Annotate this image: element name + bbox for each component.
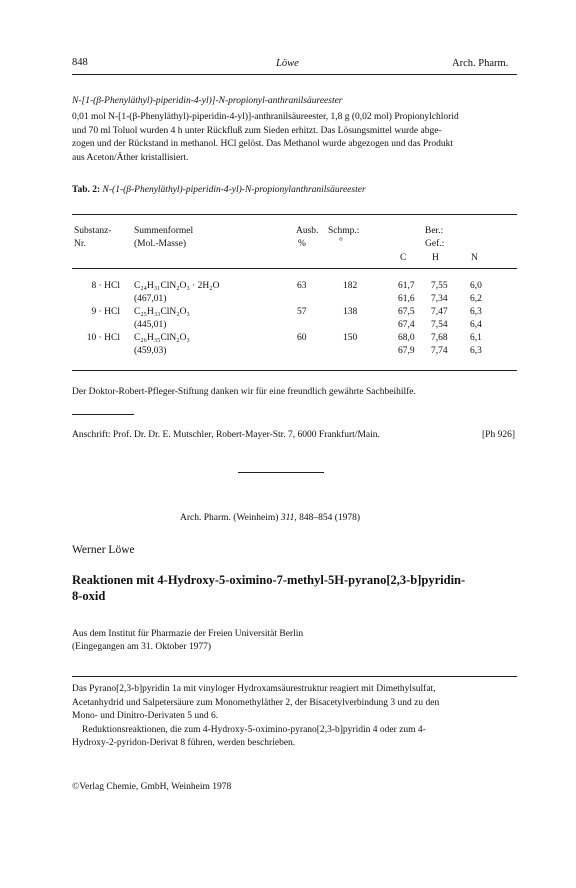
table-row-mass: (445,01)	[134, 320, 167, 330]
table-row-ber-c: 67,5	[398, 307, 415, 317]
body-line: und 70 ml Toluol wurden 4 h unter Rückfluß zum Sieden erhitzt. Das Lösungsmittel wurde abge-	[72, 125, 442, 136]
address-ref: [Ph 926]	[482, 430, 515, 440]
body-line: aus Aceton/Äther kristallisiert.	[72, 152, 189, 163]
table-row-gef-c: 67,9	[398, 346, 415, 356]
abstract-line: Reduktionsreaktionen, die zum 4-Hydroxy-5-oximino-pyrano[2,3-b]pyridin 4 oder zum 4-	[82, 724, 426, 735]
citation-suffix: , 848–854 (1978)	[294, 513, 361, 523]
header-rule	[72, 74, 517, 75]
abstract-line: Hydroxy-2-pyridon-Derivat 8 führen, werden beschrieben.	[72, 738, 296, 748]
table-row-schmp: 182	[343, 281, 358, 291]
table-row-ber-n: 6,1	[470, 333, 482, 343]
table-row-gef-n: 6,4	[470, 320, 482, 330]
article-title-line: Reaktionen mit 4-Hydroxy-5-oximino-7-methyl-5H-pyrano[2,3-b]pyridin-	[72, 573, 466, 587]
table-caption	[72, 184, 366, 198]
table-caption-label: Tab. 2:	[72, 185, 101, 195]
table-row-nr: 10 · HCl	[86, 333, 120, 343]
header-molmasse: (Mol.-Masse)	[134, 239, 186, 249]
table-caption-text: N-(1-(β-Phenyläthyl)-piperidin-4-yl)-N-propionylanthranilsäureester	[102, 185, 366, 195]
table-row-formula: C₂₅H₃₃ClN₂O₃	[134, 307, 190, 317]
table-bottom-rule	[72, 370, 517, 371]
table-row-formula: C₂₄H₃₁ClN₂O₃ · 2H₂O	[134, 281, 220, 291]
table-row-ausb: 57	[297, 307, 307, 317]
table-row-nr: 9 · HCl	[91, 307, 120, 317]
section-body	[72, 111, 522, 165]
section-heading: N-[1-(β-Phenyläthyl)-piperidin-4-yl)]-N-propionyl-anthranilsäureester	[72, 96, 343, 106]
article-title	[72, 572, 465, 604]
citation-volume: 311	[280, 513, 295, 523]
article-citation	[180, 512, 360, 526]
table-row-schmp: 138	[343, 307, 358, 317]
copyright: ©Verlag Chemie, GmbH, Weinheim 1978	[72, 782, 232, 792]
table-row-ber-n: 6,3	[470, 307, 482, 317]
table-row-gef-n: 6,2	[470, 294, 482, 304]
abstract	[72, 683, 522, 751]
table-row-gef-h: 7,74	[431, 346, 448, 356]
abstract-line: Acetanhydrid und Salpetersäure zum Monomethyläther 2, der Bisacetylverbindung 3 und zu den	[72, 697, 440, 708]
address: Anschrift: Prof. Dr. Dr. E. Mutschler, Robert-Mayer-Str. 7, 6000 Frankfurt/Main.	[72, 430, 380, 440]
header-n: N	[471, 253, 478, 263]
header-degree: °	[339, 237, 343, 247]
short-rule	[72, 414, 134, 415]
table-header-rule	[72, 268, 517, 269]
table-row-schmp: 150	[343, 333, 358, 343]
header-c: C	[400, 253, 407, 263]
table-row-mass: (459,03)	[134, 346, 167, 356]
institute: Aus dem Institut für Pharmazie der Freien Universität Berlin	[72, 629, 304, 639]
abstract-line: Mono- und Dinitro-Derivaten 5 und 6.	[72, 711, 219, 721]
header-nr: Nr.	[74, 239, 86, 249]
table-row-ber-h: 7,55	[431, 281, 448, 291]
body-line: zogen und der Rückstand in methanol. HCl gelöst. Das Methanol wurde abgezogen und das Produkt	[72, 139, 453, 149]
table-top-rule	[72, 214, 517, 215]
article-title-line: 8-oxid	[72, 589, 106, 603]
table-row-ber-c: 68,0	[398, 333, 415, 343]
header-percent: %	[298, 239, 306, 249]
article-author: Werner Löwe	[72, 544, 135, 556]
citation-prefix: Arch. Pharm. (Weinheim)	[180, 513, 281, 523]
table-row-ausb: 63	[297, 281, 307, 291]
table-row-ber-h: 7,68	[431, 333, 448, 343]
abstract-rule	[72, 676, 517, 677]
table-row-ber-h: 7,47	[431, 307, 448, 317]
table-row-gef-c: 67,4	[398, 320, 415, 330]
table-row-mass: (467,01)	[134, 294, 167, 304]
header-ber: Ber.:	[425, 226, 444, 236]
header-substanz: Substanz-	[74, 226, 112, 236]
divider-rule	[238, 472, 324, 473]
page-number: 848	[72, 57, 88, 68]
running-journal: Arch. Pharm.	[452, 58, 509, 69]
header-summenformel: Summenformel	[134, 226, 194, 236]
header-ausb: Ausb.	[296, 226, 319, 236]
table-row-gef-h: 7,54	[431, 320, 448, 330]
table-row-ber-c: 61,7	[398, 281, 415, 291]
table-row-gef-c: 61,6	[398, 294, 415, 304]
header-schmp: Schmp.:	[328, 226, 360, 236]
table-row-ausb: 60	[297, 333, 307, 343]
header-h: H	[432, 253, 439, 263]
header-gef: Gef.:	[425, 239, 445, 249]
abstract-line: Das Pyrano[2,3-b]pyridin 1a mit vinyloger Hydroxamsäurestruktur reagiert mit Dimethylsulfat,	[72, 684, 436, 694]
running-author: Löwe	[276, 58, 299, 69]
table-row-gef-n: 6,3	[470, 346, 482, 356]
table-row-gef-h: 7,34	[431, 294, 448, 304]
body-line: 0,01 mol N-[1-(β-Phenyläthyl)-piperidin-4-yl)]-anthranilsäureester, 1,8 g (0,02 mol) Propionylchlorid	[72, 112, 459, 122]
table-row-nr: 8 · HCl	[91, 281, 120, 291]
acknowledgement: Der Doktor-Robert-Pfleger-Stiftung danken wir für eine freundlich gewährte Sachbeihilfe.	[72, 387, 416, 397]
table-row-ber-n: 6,0	[470, 281, 482, 291]
received-date: (Eingegangen am 31. Oktober 1977)	[72, 642, 212, 652]
table-row-formula: C₂₆H₃₅ClN₂O₃	[134, 333, 190, 343]
